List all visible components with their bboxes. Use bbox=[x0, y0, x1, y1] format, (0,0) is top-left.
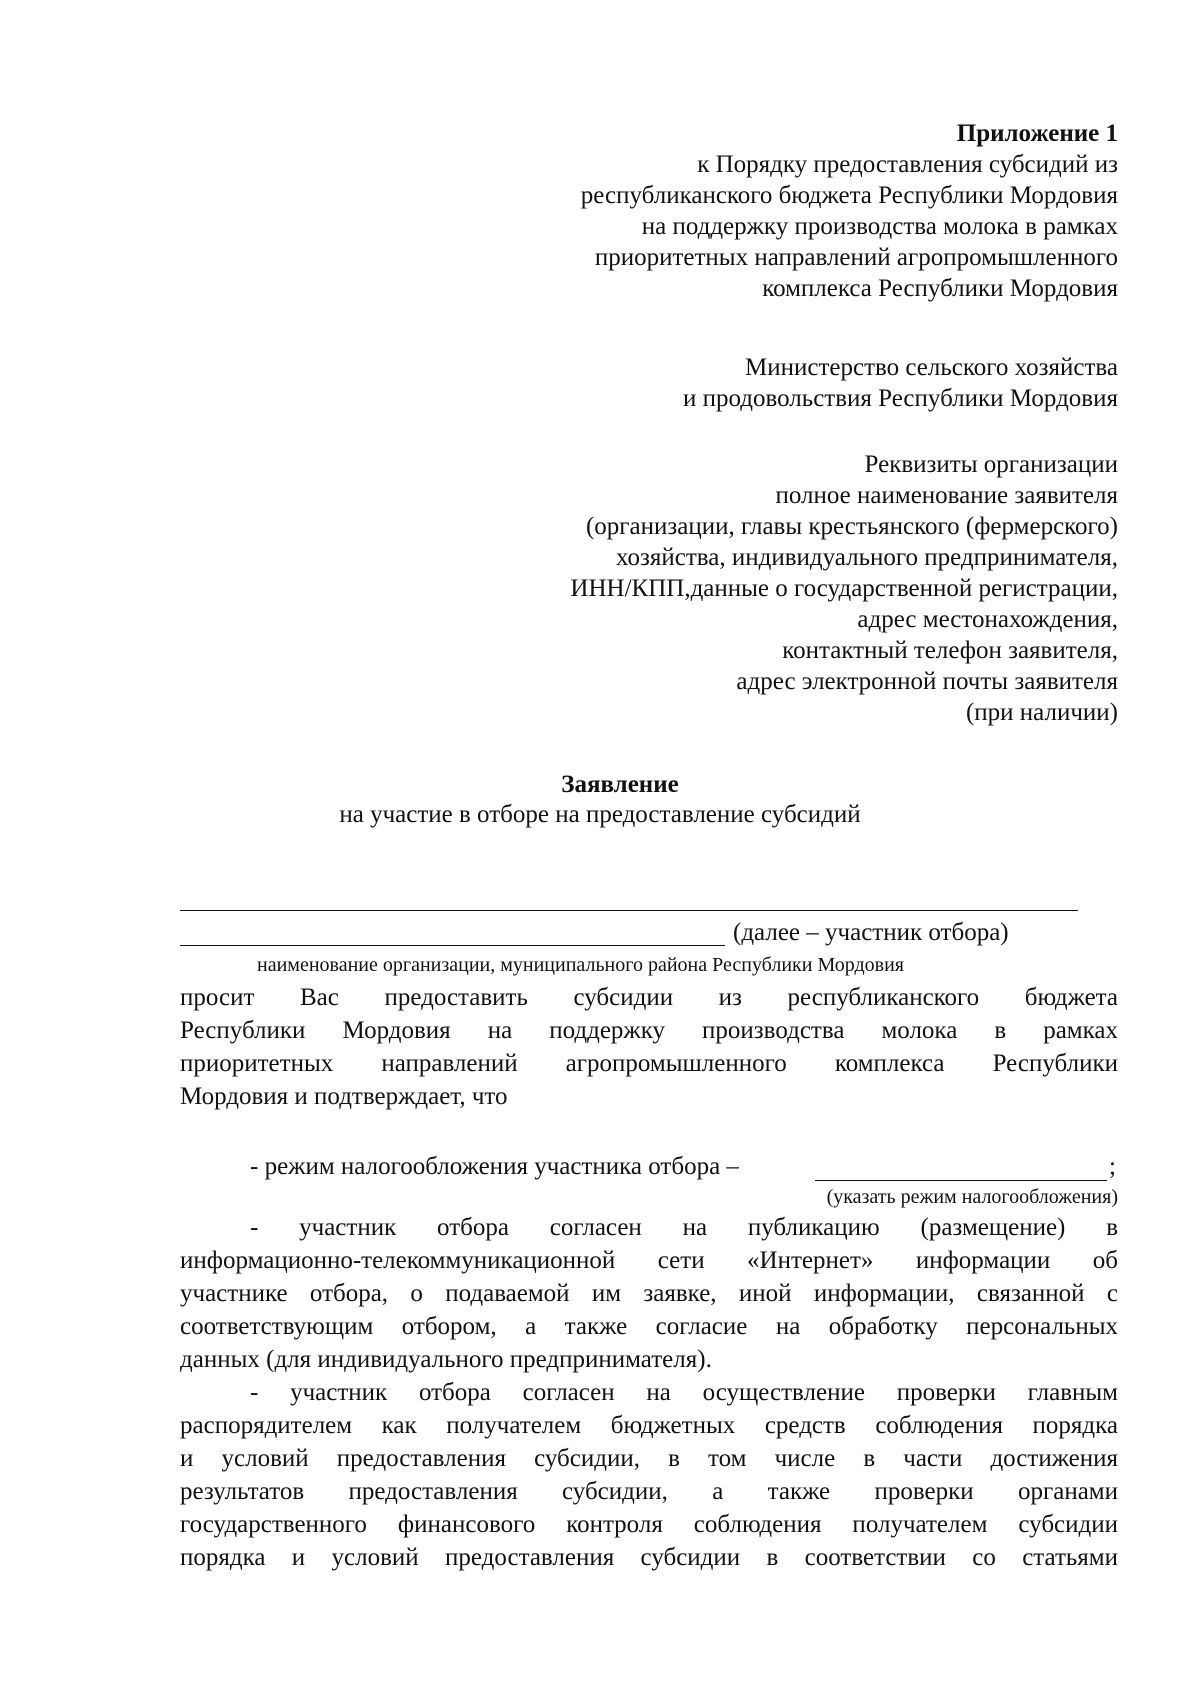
statement-title: Заявление bbox=[561, 771, 679, 798]
tax-regime-caption: (указать режим налогообложения) bbox=[826, 1186, 1118, 1208]
tax-regime-label: - режим налогообложения участника отбора – bbox=[250, 1153, 739, 1180]
requisites-line: адрес местонахождения, bbox=[857, 606, 1118, 633]
appendix-title: Приложение 1 bbox=[956, 120, 1118, 147]
requisites-line: адрес электронной почты заявителя bbox=[736, 668, 1118, 695]
intro-line: Мордовия и подтверждает, что bbox=[180, 1083, 508, 1110]
inspection-line: - участник отбора согласен на осуществление проверки главным bbox=[250, 1379, 1118, 1406]
requisites-line: (при наличии) bbox=[965, 699, 1118, 726]
intro-line: Республики Мордовия на поддержку производства молока в рамках bbox=[180, 1017, 1118, 1044]
publication-line: информационно-телекоммуникационной сети «Интернет» информации об bbox=[180, 1247, 1118, 1274]
tax-regime-end: ; bbox=[1109, 1153, 1116, 1180]
requisites-line: хозяйства, индивидуального предпринимателя, bbox=[615, 544, 1118, 571]
publication-line: данных (для индивидуального предпринимателя). bbox=[180, 1346, 712, 1373]
appendix-header bbox=[581, 118, 1118, 304]
appendix-line: приоритетных направлений агропромышленного bbox=[594, 244, 1118, 271]
publication-line: соответствующим отбором, а также согласие на обработку персональных bbox=[180, 1313, 1118, 1340]
inspection-line: порядка и условий предоставления субсидии в соответствии со статьями bbox=[180, 1544, 1118, 1571]
publication-line: - участник отбора согласен на публикацию (размещение) в bbox=[250, 1214, 1118, 1241]
appendix-line: комплекса Республики Мордовия bbox=[762, 275, 1118, 302]
applicant-field-caption: наименование организации, муниципального района Республики Мордовия bbox=[257, 954, 905, 976]
statement-subtitle: на участие в отборе на предоставление субсидий bbox=[339, 801, 861, 828]
inspection-line: и условий предоставления субсидии, в том числе в части достижения bbox=[180, 1445, 1118, 1472]
addressee-line: Министерство сельского хозяйства bbox=[744, 354, 1118, 381]
applicant-name-line-2[interactable] bbox=[180, 945, 725, 946]
intro-line: просит Вас предоставить субсидии из республиканского бюджета bbox=[180, 984, 1118, 1011]
inspection-line: государственного финансового контроля соблюдения получателем субсидии bbox=[180, 1511, 1118, 1538]
requisites-line: ИНН/КПП,данные о государственной регистрации, bbox=[570, 575, 1118, 602]
inspection-line: распорядителем как получателем бюджетных средств соблюдения порядка bbox=[180, 1412, 1118, 1439]
applicant-name-line-1[interactable] bbox=[180, 910, 1078, 911]
tax-regime-input-line[interactable] bbox=[815, 1180, 1107, 1181]
requisites-line: полное наименование заявителя bbox=[775, 482, 1118, 509]
addressee-block bbox=[683, 352, 1118, 414]
appendix-line: республиканского бюджета Республики Мордовия bbox=[580, 182, 1118, 209]
requisites-line: контактный телефон заявителя, bbox=[782, 637, 1118, 664]
requisites-line: Реквизиты организации bbox=[864, 451, 1118, 478]
intro-line: приоритетных направлений агропромышленного комплекса Республики bbox=[180, 1050, 1118, 1077]
addressee-line: и продовольствия Республики Мордовия bbox=[683, 385, 1118, 412]
appendix-line: к Порядку предоставления субсидий из bbox=[697, 151, 1118, 178]
publication-line: участнике отбора, о подаваемой им заявке, иной информации, связанной с bbox=[180, 1280, 1118, 1307]
inspection-line: результатов предоставления субсидии, а также проверки органами bbox=[180, 1478, 1118, 1505]
applicant-field-suffix: (далее – участник отбора) bbox=[733, 919, 1009, 946]
requisites-block bbox=[570, 449, 1118, 728]
appendix-line: на поддержку производства молока в рамках bbox=[641, 213, 1118, 240]
requisites-line: (организации, главы крестьянского (фермерского) bbox=[585, 513, 1118, 540]
